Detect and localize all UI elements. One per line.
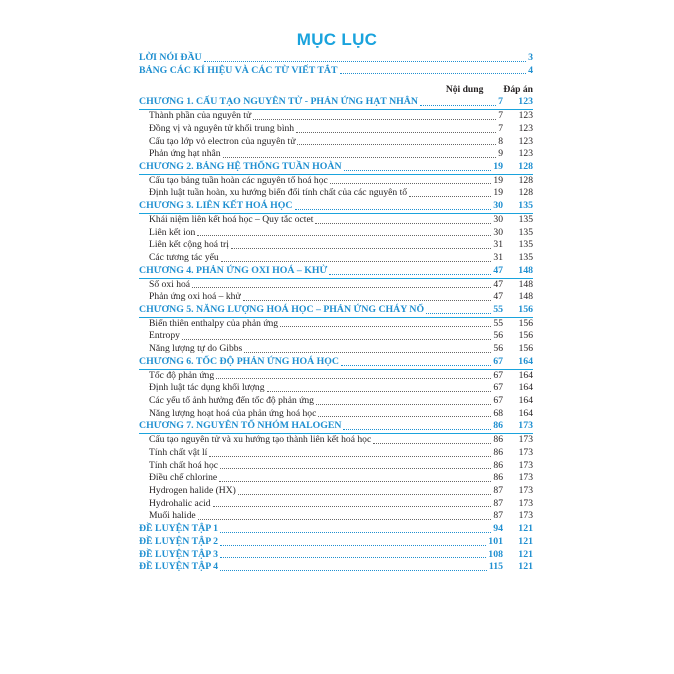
- content-page: 87: [493, 510, 503, 522]
- answer-page: 123: [518, 122, 533, 134]
- content-page: 19: [493, 161, 503, 173]
- toc-entry-title: CHƯƠNG 2. BẢNG HỆ THỐNG TUẦN HOÀN: [139, 161, 342, 173]
- toc-entry-title: Tính chất vật lí: [149, 446, 208, 458]
- toc-chapter-row[interactable]: [139, 265, 533, 279]
- content-page: 115: [488, 561, 503, 573]
- toc-entry-title: CHƯƠNG 1. CẤU TẠO NGUYÊN TỬ - PHẢN ỨNG HẠT NHÂN: [139, 96, 418, 108]
- toc-section-row[interactable]: [139, 485, 533, 498]
- content-page: 101: [488, 535, 503, 547]
- answer-page: 121: [518, 548, 533, 560]
- answer-page: 156: [518, 303, 533, 315]
- toc-entry-title: Các yếu tố ảnh hưởng đến tốc độ phản ứng: [149, 394, 314, 406]
- dot-leader: [253, 119, 496, 120]
- toc-section-row[interactable]: [139, 187, 533, 200]
- dot-leader: [219, 481, 491, 482]
- answer-page: 156: [518, 317, 533, 329]
- toc-chapter-row[interactable]: [139, 161, 533, 175]
- toc-test-row[interactable]: [139, 523, 533, 536]
- content-page: 67: [493, 382, 503, 394]
- toc-section-row[interactable]: [139, 227, 533, 240]
- toc-entry-title: Hydrogen halide (HX): [149, 485, 236, 496]
- dot-leader: [297, 144, 496, 145]
- toc-section-row[interactable]: [139, 434, 533, 447]
- toc-entry-title: CHƯƠNG 5. NĂNG LƯỢNG HOÁ HỌC – PHẢN ỨNG CHÁY NỔ: [139, 303, 425, 315]
- toc-entry-title: BẢNG CÁC KÍ HIỆU VÀ CÁC TỪ VIẾT TẮT: [139, 64, 338, 76]
- answer-page: 156: [518, 343, 533, 355]
- answer-page: 173: [518, 510, 533, 522]
- content-page: 31: [493, 252, 503, 264]
- content-page: 19: [493, 187, 503, 199]
- content-page: 47: [493, 264, 503, 276]
- dot-leader: [409, 196, 491, 197]
- toc-entry-title: Cấu tạo lớp vỏ electron của nguyên tử: [149, 135, 296, 147]
- answer-page: 123: [518, 110, 533, 122]
- toc-section-row[interactable]: [139, 148, 533, 161]
- answer-page: 156: [518, 330, 533, 342]
- dot-leader: [209, 456, 491, 457]
- answer-page: 121: [518, 523, 533, 535]
- content-page: 67: [493, 394, 503, 406]
- toc-entry-title: Điều chế chlorine: [149, 472, 218, 484]
- content-page: 87: [493, 485, 503, 496]
- dot-leader: [420, 105, 496, 106]
- dot-leader: [216, 378, 491, 379]
- dot-leader: [182, 339, 491, 340]
- answer-page: 173: [518, 434, 533, 446]
- toc-entry-title: Năng lượng hoạt hoá của phản ứng hoá học: [149, 407, 317, 419]
- content-page: 7: [498, 96, 503, 108]
- toc-section-row[interactable]: [139, 510, 533, 523]
- toc-section-row[interactable]: [139, 239, 533, 252]
- answer-page: 123: [518, 148, 533, 160]
- answer-page: 164: [518, 382, 533, 394]
- toc-entry-title: Định luật tác dụng khối lượng: [149, 382, 265, 394]
- answer-page: 164: [518, 369, 533, 381]
- toc-entry-title: Khái niệm liên kết hoá học – Quy tắc octet: [149, 213, 314, 225]
- toc-entry-title: Phản ứng hạt nhân: [149, 148, 221, 160]
- answer-page: 164: [518, 394, 533, 406]
- toc-entry-title: Định luật tuần hoàn, xu hướng biến đổi tính chất của các nguyên tố: [149, 187, 408, 199]
- toc-page: 3: [528, 52, 533, 63]
- answer-page: 123: [518, 96, 533, 108]
- dot-leader: [220, 557, 486, 558]
- toc-section-row[interactable]: [139, 498, 533, 511]
- content-page: 86: [493, 420, 503, 432]
- toc-section-row[interactable]: [139, 408, 533, 421]
- answer-page: 148: [518, 278, 533, 290]
- answer-page: 173: [518, 459, 533, 471]
- toc-entry-title: Cấu tạo bảng tuần hoàn các nguyên tố hoá học: [149, 174, 328, 186]
- answer-page: 173: [518, 485, 533, 496]
- answer-page: 164: [518, 355, 533, 367]
- dot-leader: [220, 468, 491, 469]
- answer-page: 128: [518, 187, 533, 199]
- toc-entry-title: ĐỀ LUYỆN TẬP 4: [139, 561, 219, 573]
- toc-entry-title: ĐỀ LUYỆN TẬP 1: [139, 523, 219, 535]
- toc-section-row[interactable]: [139, 472, 533, 485]
- dot-leader: [295, 209, 492, 210]
- toc-section-row[interactable]: [139, 252, 533, 265]
- content-page: 55: [493, 303, 503, 315]
- page-title: MỤC LỤC: [296, 30, 378, 49]
- dot-leader: [244, 352, 491, 353]
- dot-leader: [373, 443, 491, 444]
- answer-page: 173: [518, 497, 533, 509]
- dot-leader: [220, 532, 491, 533]
- dot-leader: [316, 404, 491, 405]
- toc-chapter-row[interactable]: [139, 304, 533, 318]
- content-page: 86: [493, 472, 503, 484]
- dot-leader: [220, 545, 486, 546]
- toc-entry-title: Liên kết cộng hoá trị: [149, 239, 229, 251]
- toc-page: 4: [528, 64, 533, 76]
- toc-entry-title: Phản ứng oxi hoá – khử: [149, 291, 241, 303]
- toc-entry-title: Liên kết ion: [149, 226, 196, 238]
- dot-leader: [280, 326, 491, 327]
- content-page: 55: [493, 317, 503, 329]
- content-page: 67: [493, 369, 503, 381]
- toc-section-row[interactable]: [139, 136, 533, 149]
- content-page: 30: [493, 213, 503, 225]
- dot-leader: [343, 429, 491, 430]
- table-of-contents: [139, 52, 533, 574]
- answer-page: 164: [518, 407, 533, 419]
- content-page: 30: [493, 200, 503, 212]
- dot-leader: [198, 519, 492, 520]
- dot-leader: [267, 391, 492, 392]
- content-page: 7: [498, 122, 503, 134]
- toc-test-row[interactable]: [139, 536, 533, 549]
- content-page: 86: [493, 446, 503, 458]
- toc-chapter-row[interactable]: [139, 420, 533, 434]
- dot-leader: [341, 365, 491, 366]
- toc-body: [139, 96, 533, 574]
- answer-page: 121: [518, 561, 533, 573]
- dot-leader: [318, 416, 491, 417]
- content-page: 30: [493, 226, 503, 238]
- toc-front-row[interactable]: [139, 52, 533, 65]
- answer-page: 123: [518, 135, 533, 147]
- content-page: 56: [493, 330, 503, 342]
- dot-leader: [238, 494, 492, 495]
- toc-section-row[interactable]: [139, 279, 533, 292]
- toc-test-row[interactable]: [139, 549, 533, 562]
- header-answers: Đáp án: [503, 84, 533, 96]
- toc-section-row[interactable]: [139, 343, 533, 356]
- toc-section-row[interactable]: [139, 318, 533, 331]
- answer-page: 135: [518, 239, 533, 251]
- toc-entry-title: Thành phần của nguyên tử: [149, 110, 252, 122]
- answer-page: 148: [518, 264, 533, 276]
- dot-leader: [243, 300, 492, 301]
- dot-leader: [204, 61, 526, 62]
- toc-chapter-row[interactable]: [139, 200, 533, 214]
- answer-page: 135: [518, 213, 533, 225]
- dot-leader: [330, 183, 492, 184]
- content-page: 8: [498, 135, 503, 147]
- answer-page: 173: [518, 420, 533, 432]
- answer-page: 173: [518, 446, 533, 458]
- header-content: Nội dung: [445, 84, 484, 96]
- content-page: 31: [493, 239, 503, 251]
- toc-entry-title: Tốc độ phản ứng: [149, 369, 215, 381]
- dot-leader: [340, 73, 527, 74]
- toc-entry-title: ĐỀ LUYỆN TẬP 3: [139, 548, 219, 560]
- dot-leader: [192, 287, 491, 288]
- toc-chapter-row[interactable]: [139, 356, 533, 370]
- toc-entry-title: Hydrohalic acid: [149, 497, 211, 509]
- answer-page: 128: [518, 161, 533, 173]
- answer-page: 135: [518, 252, 533, 264]
- content-page: 56: [493, 343, 503, 355]
- dot-leader: [426, 313, 491, 314]
- content-page: 86: [493, 459, 503, 471]
- dot-leader: [223, 157, 497, 158]
- toc-section-row[interactable]: [139, 447, 533, 460]
- content-page: 87: [493, 497, 503, 509]
- content-page: 9: [498, 148, 503, 160]
- answer-page: 173: [518, 472, 533, 484]
- toc-entry-title: ĐỀ LUYỆN TẬP 2: [139, 535, 219, 547]
- toc-section-row[interactable]: [139, 175, 533, 188]
- toc-section-row[interactable]: [139, 460, 533, 473]
- toc-section-row[interactable]: [139, 395, 533, 408]
- toc-entry-title: Đồng vị và nguyên tử khối trung bình: [149, 122, 295, 134]
- content-page: 7: [498, 110, 503, 122]
- dot-leader: [220, 570, 487, 571]
- dot-leader: [231, 248, 491, 249]
- content-page: 67: [493, 355, 503, 367]
- dot-leader: [213, 506, 492, 507]
- dot-leader: [221, 261, 492, 262]
- toc-section-row[interactable]: [139, 110, 533, 123]
- answer-page: 128: [518, 174, 533, 186]
- dot-leader: [197, 235, 491, 236]
- answer-page: 121: [518, 535, 533, 547]
- content-page: 47: [493, 278, 503, 290]
- toc-front-row[interactable]: [139, 65, 533, 78]
- dot-leader: [296, 132, 496, 133]
- content-page: 86: [493, 434, 503, 446]
- dot-leader: [315, 223, 491, 224]
- toc-entry-title: Biến thiên enthalpy của phản ứng: [149, 317, 279, 329]
- content-page: 47: [493, 291, 503, 303]
- dot-leader: [329, 274, 491, 275]
- toc-test-row[interactable]: [139, 561, 533, 574]
- toc-entry-title: Năng lượng tự do Gibbs: [149, 343, 243, 355]
- answer-page: 135: [518, 200, 533, 212]
- content-page: 19: [493, 174, 503, 186]
- toc-entry-title: Muối halide: [149, 510, 196, 522]
- answer-page: 148: [518, 291, 533, 303]
- answer-page: 135: [518, 226, 533, 238]
- toc-section-row[interactable]: [139, 382, 533, 395]
- toc-entry-title: CHƯƠNG 7. NGUYÊN TỐ NHÓM HALOGEN: [139, 420, 342, 432]
- toc-entry-title: CHƯƠNG 4. PHẢN ỨNG OXI HOÁ – KHỬ: [139, 264, 328, 276]
- column-headers: [139, 83, 533, 96]
- toc-section-row[interactable]: [139, 370, 533, 383]
- toc-section-row[interactable]: [139, 214, 533, 227]
- toc-chapter-row[interactable]: [139, 96, 533, 110]
- toc-entry-title: CHƯƠNG 3. LIÊN KẾT HOÁ HỌC: [139, 200, 293, 212]
- toc-section-row[interactable]: [139, 291, 533, 304]
- content-page: 68: [493, 407, 503, 419]
- dot-leader: [344, 170, 492, 171]
- content-page: 108: [488, 548, 503, 560]
- toc-entry-title: CHƯƠNG 6. TỐC ĐỘ PHẢN ỨNG HOÁ HỌC: [139, 355, 339, 367]
- toc-section-row[interactable]: [139, 123, 533, 136]
- toc-entry-title: Cấu tạo nguyên tử và xu hướng tạo thành liên kết hoá học: [149, 434, 372, 446]
- toc-entry-title: Entropy: [149, 330, 180, 342]
- toc-section-row[interactable]: [139, 330, 533, 343]
- content-page: 94: [493, 523, 503, 535]
- toc-entry-title: LỜI NÓI ĐẦU: [139, 52, 202, 63]
- toc-entry-title: Các tương tác yếu: [149, 252, 219, 264]
- toc-entry-title: Số oxi hoá: [149, 278, 191, 290]
- toc-entry-title: Tính chất hoá học: [149, 459, 218, 471]
